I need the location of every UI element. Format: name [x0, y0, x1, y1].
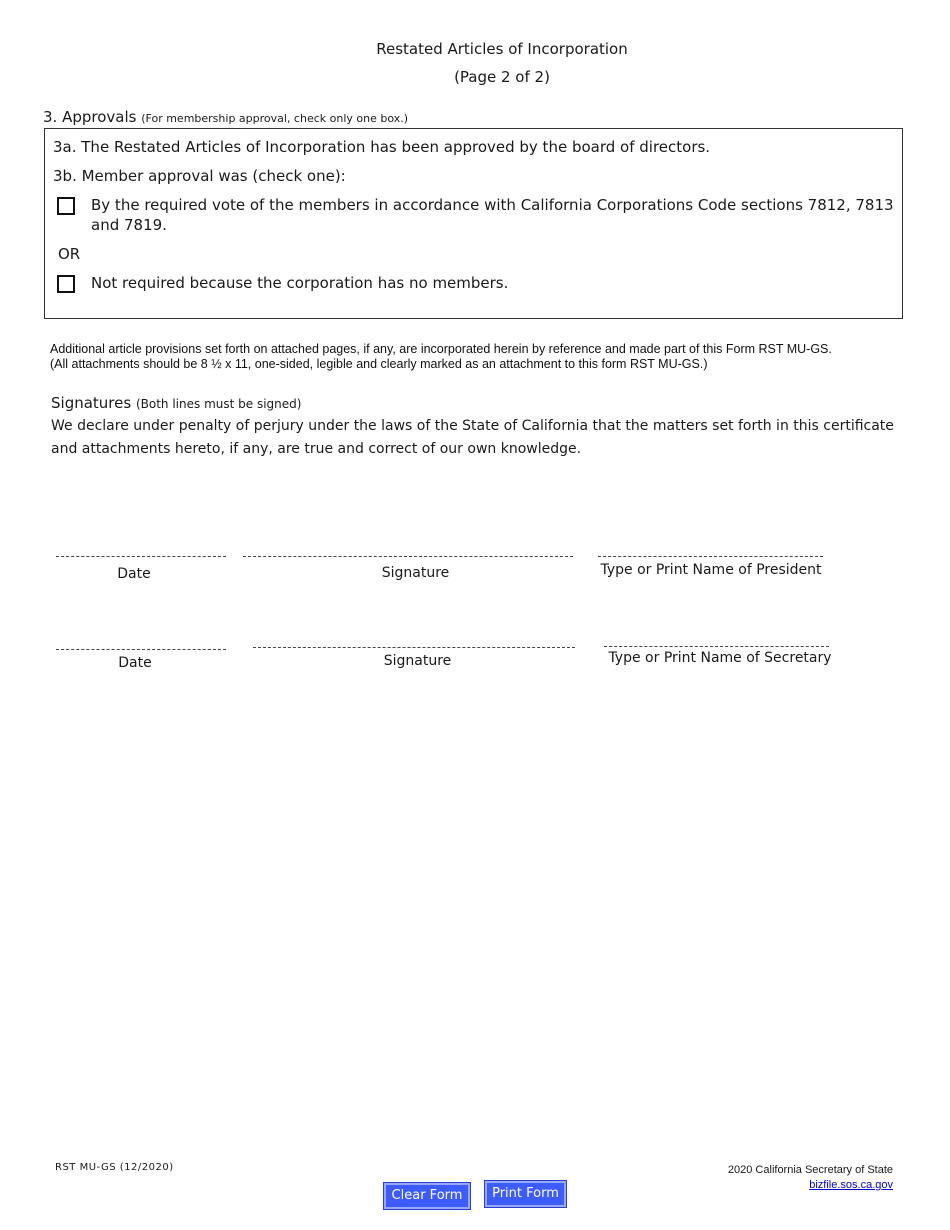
date-caption-2: Date [118, 655, 152, 671]
no-members-checkbox[interactable] [57, 275, 75, 293]
attachments-notice-line2: (All attachments should be 8 ½ x 11, one-sided, legible and clearly marked as an attachment to this form RST MU-GS.) [50, 357, 708, 371]
attachments-notice-line1: Additional article provisions set forth on attached pages, if any, are incorporated herein by reference and made part of this Form RST MU-GS. [50, 342, 832, 356]
no-members-label: Not required because the corporation has no members. [91, 274, 509, 292]
declaration-line1: We declare under penalty of perjury under the laws of the State of California that the matters set forth in this certificate [51, 418, 894, 434]
form-identifier: RST MU-GS (12/2020) [55, 1162, 174, 1173]
signature-caption-1: Signature [381, 565, 450, 581]
members-vote-checkbox[interactable] [57, 197, 75, 215]
approvals-heading [43, 108, 408, 126]
form-title: Restated Articles of Incorporation [376, 40, 628, 58]
approvals-heading-label: 3. Approvals [43, 108, 137, 126]
approvals-box [44, 128, 903, 319]
secretary-name-line[interactable] [604, 646, 829, 647]
declaration-line2: and attachments hereto, if any, are true and correct of our own knowledge. [51, 441, 582, 457]
approvals-heading-note: (For membership approval, check only one box.) [141, 112, 409, 125]
members-vote-label-line1: By the required vote of the members in accordance with California Corporations Code sections 7812, 7813 [91, 196, 894, 214]
signature-line-1[interactable] [243, 556, 573, 557]
date-line-1[interactable] [56, 556, 226, 557]
clear-form-button[interactable]: Clear Form [384, 1183, 470, 1209]
date-line-2[interactable] [56, 649, 226, 650]
signature-caption-2: Signature [383, 653, 452, 669]
website-link[interactable]: bizfile.sos.ca.gov [809, 1179, 893, 1191]
print-form-button[interactable]: Print Form [485, 1181, 566, 1207]
signatures-heading-label: Signatures [51, 394, 132, 412]
signatures-heading [51, 394, 301, 412]
members-vote-label-line2: and 7819. [91, 216, 167, 234]
president-name-line[interactable] [598, 556, 823, 557]
president-name-caption: Type or Print Name of President [600, 562, 822, 578]
page-indicator: (Page 2 of 2) [454, 68, 550, 86]
signature-line-2[interactable] [253, 647, 575, 648]
copyright-text: 2020 California Secretary of State [727, 1164, 893, 1176]
or-label: OR [58, 245, 81, 263]
approval-3b-text: 3b. Member approval was (check one): [53, 167, 346, 185]
date-caption-1: Date [117, 566, 151, 582]
secretary-name-caption: Type or Print Name of Secretary [608, 650, 832, 666]
signatures-heading-note: (Both lines must be signed) [135, 397, 302, 411]
approval-3a-text: 3a. The Restated Articles of Incorporation has been approved by the board of directors. [53, 138, 711, 156]
